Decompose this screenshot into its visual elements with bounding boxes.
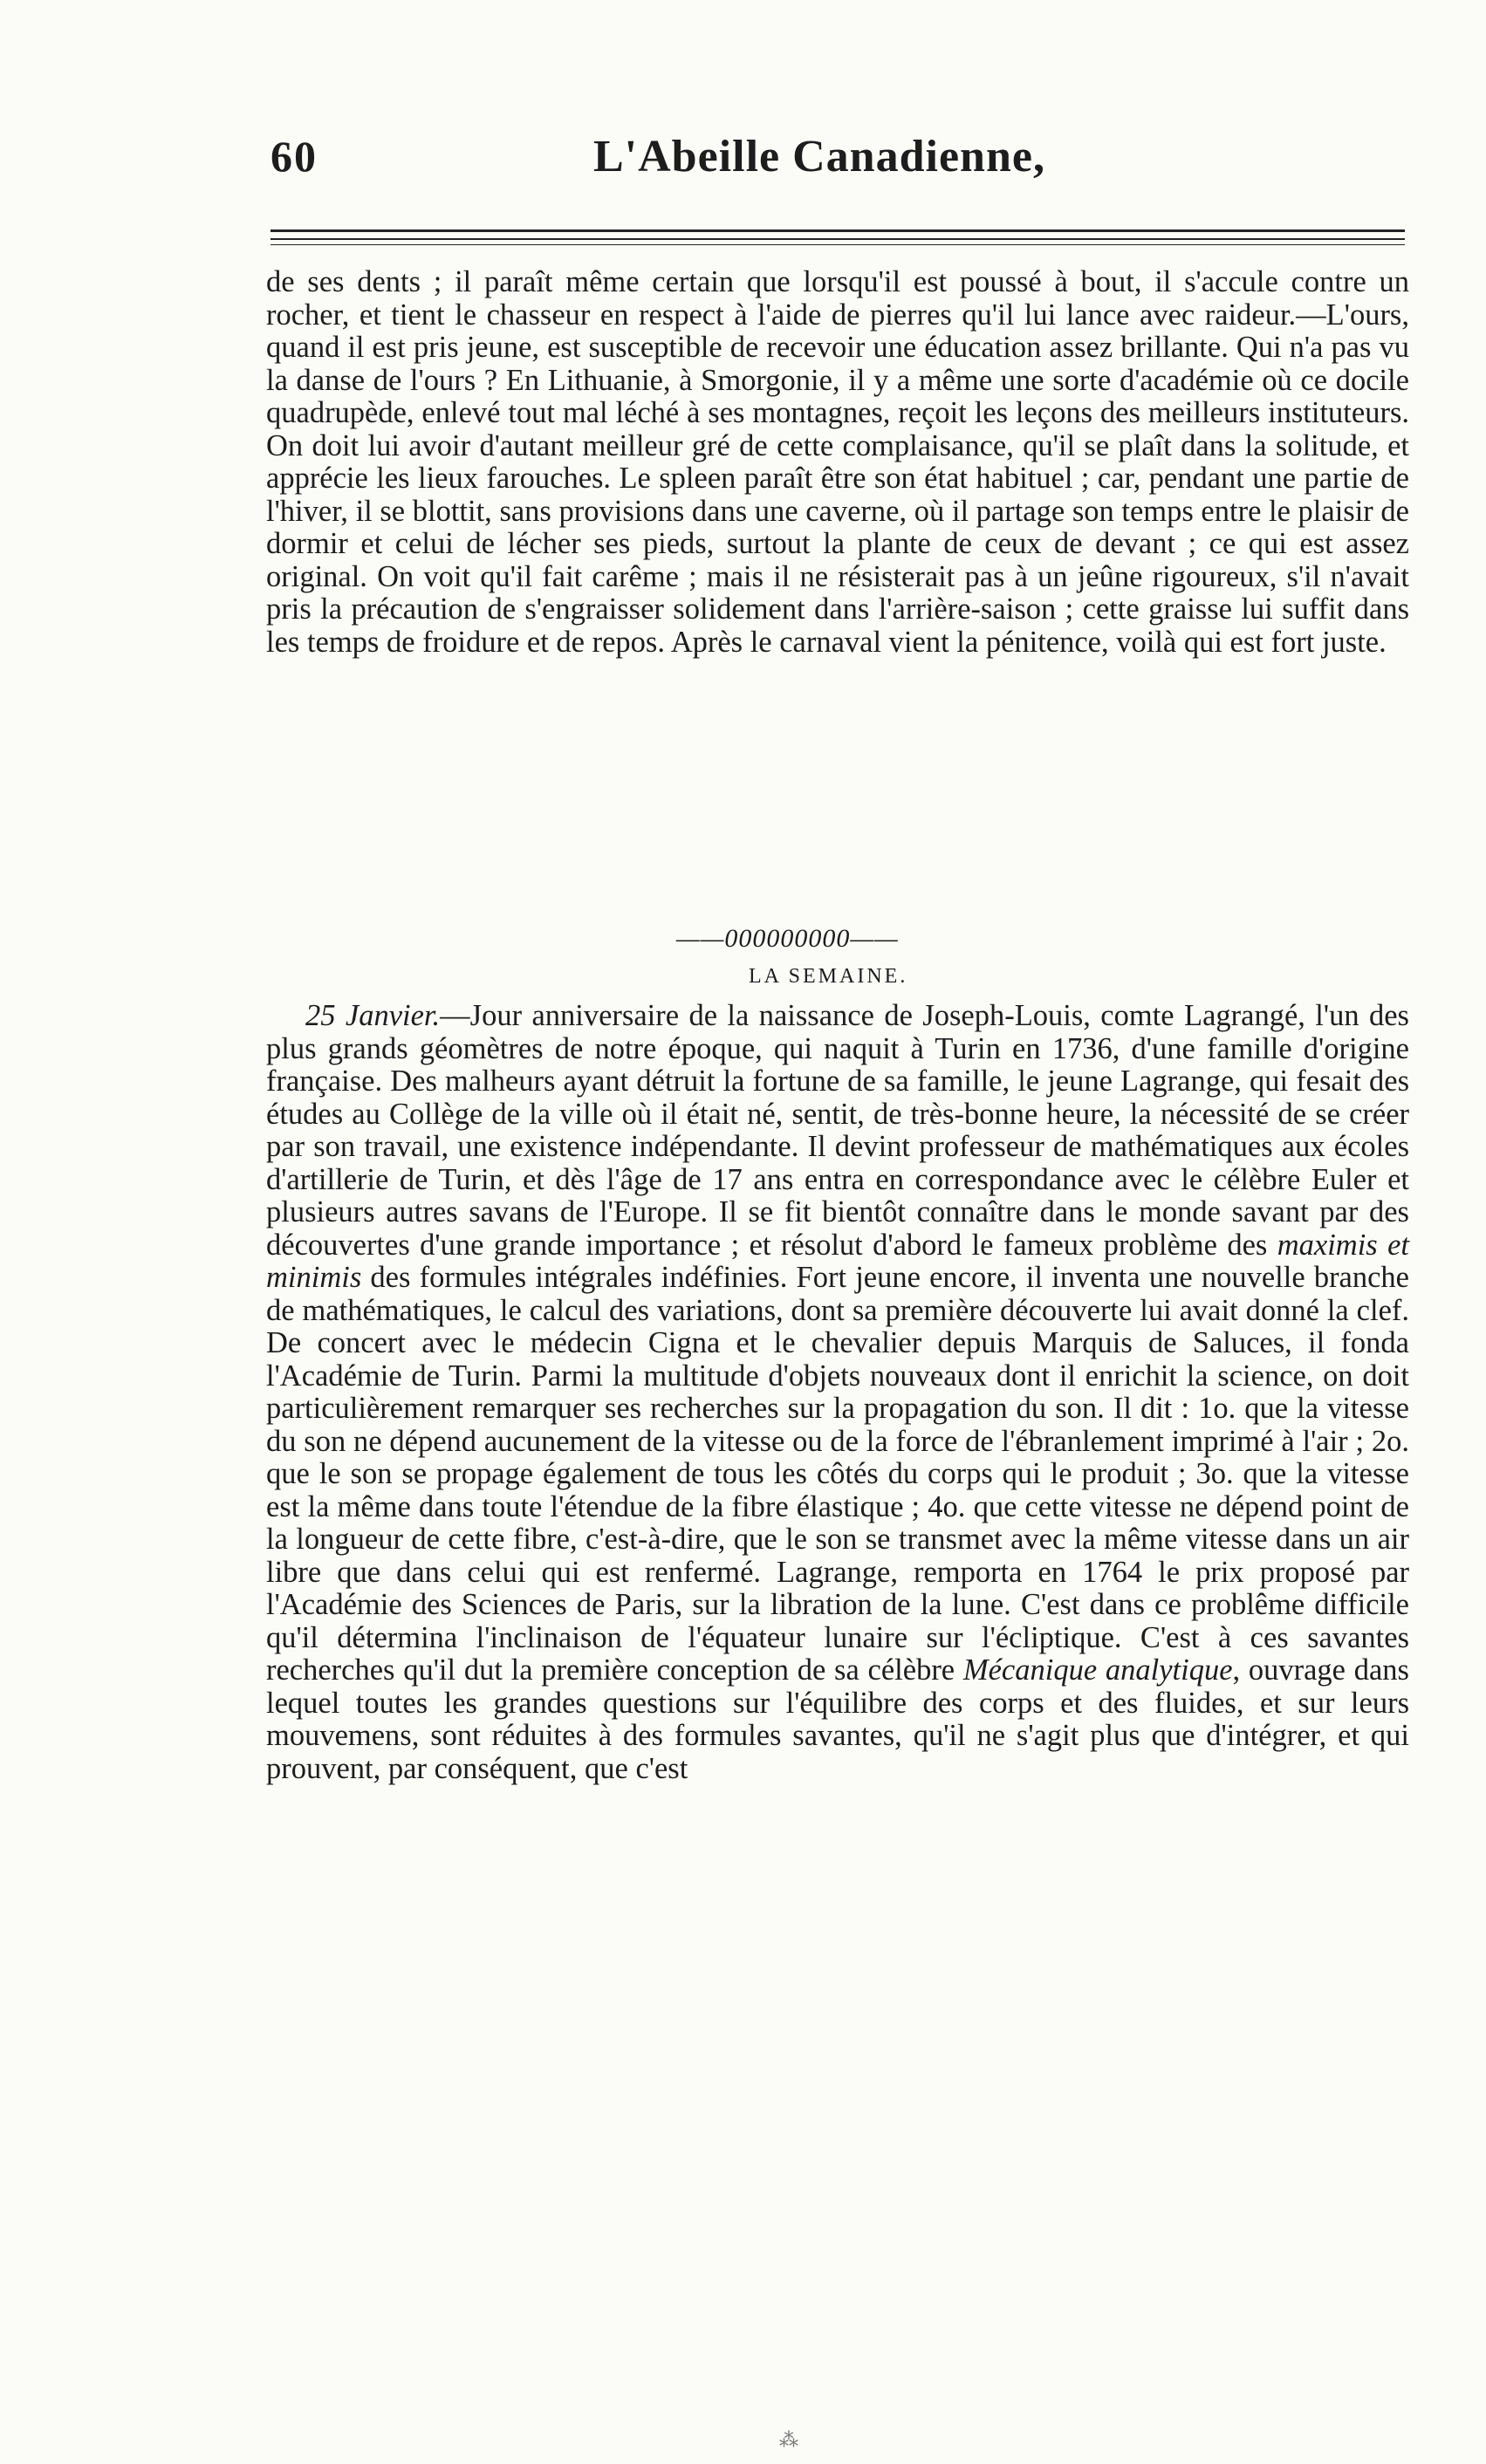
print-speck: ⁂ — [779, 2430, 798, 2452]
journal-title: L'Abeille Canadienne, — [593, 132, 1045, 181]
section-separator: ——000000000—— — [676, 924, 899, 953]
section-title: LA SEMAINE. — [749, 965, 908, 988]
page-header — [262, 131, 1422, 192]
date-lead: 25 Janvier. — [305, 999, 441, 1032]
article-continuation-paragraph — [266, 266, 1409, 659]
emphasis-mecanique-analytique: Mécanique analytique — [962, 1653, 1233, 1687]
header-rule-medium — [270, 238, 1405, 240]
emphasis-maximis-minimis: maximis et minimis — [266, 1228, 1409, 1294]
section-paragraph — [266, 1000, 1409, 1785]
section-text-part2: des formules intégrales indéfinies. Fort jeune encore, il inventa une nouvelle branche de mathématiques, le calcul des variations, dont sa première découverte lui avait donné la clef. De concert avec le médecin Cigna et le chevalier depuis Marquis de Saluces, il fonda l'Académie de Turin. Parmi la multitude d'objets nouveaux dont il enrichit la science, on doit particulièrement remarquer ses recherches sur la propagation du son. Il dit : 1o. que la vitesse du son ne dépend aucunement de la vitesse ou de la force de l'ébranlement imprimé à l'air ; 2o. que le son se propage également de tous les côtés du corps qui le produit ; 3o. que la vitesse est la même dans toute l'étendue de la fibre élastique ; 4o. que cette vitesse ne dépend point de la longueur de cette fibre, c'est-à-dire, que le son se transmet avec la même vitesse dans un air libre que dans celui qui est renfermé. Lagrange, remporta en 1764 le prix proposé par l'Académie des Sciences de Paris, sur la libration de la lune. C'est dans ce problême difficile qu'il détermina l'inclinaison de l'équateur lunaire sur l'écliptique. C'est à ces savantes recherches qu'il dut la première conception de sa célèbre — [266, 1261, 1409, 1687]
header-rule-thin — [270, 244, 1405, 245]
section-text-part3: , ouvrage dans lequel toutes les grandes questions sur l'équilibre des corps et des fluides, et sur leurs mouvemens, sont réduites à des formules savantes, qu'il ne s'agit plus que d'intégrer, et qui prouvent, par conséquent, que c'est — [266, 1653, 1409, 1785]
header-rule-thick — [270, 229, 1405, 232]
page-number: 60 — [270, 132, 318, 181]
section-text-part1: —Jour anniversaire de la naissance de Joseph-Louis, comte Lagrangé, l'un des plus grands géomètres de notre époque, qui naquit à Turin en 1736, d'une famille d'origine française. Des malheurs ayant détruit la fortune de sa famille, le jeune Lagrange, qui fesait des études au Collège de la ville où il était né, sentit, de très-bonne heure, la nécessité de se créer par son travail, une existence indépendante. Il devint professeur de mathématiques aux écoles d'artillerie de Turin, et dès l'âge de 17 ans entra en correspondance avec le célèbre Euler et plusieurs autres savans de l'Europe. Il se fit bientôt connaître dans le monde savant par des découvertes d'une grande importance ; et résolut d'abord le fameux problème des — [266, 999, 1409, 1262]
article-continuation-text: de ses dents ; il paraît même certain que lorsqu'il est poussé à bout, il s'accule contre un rocher, et tient le chasseur en respect à l'aide de pierres qu'il lui lance avec raideur.—L'ours, quand il est pris jeune, est susceptible de recevoir une éducation assez brillante. Qui n'a pas vu la danse de l'ours ? En Lithuanie, à Smorgonie, il y a même une sorte d'académie où ce docile quadrupède, enlevé tout mal léché à ses montagnes, reçoit les leçons des meilleurs instituteurs. On doit lui avoir d'autant meilleur gré de cette complaisance, qu'il se plaît dans la solitude, et apprécie les lieux farouches. Le spleen paraît être son état habituel ; car, pendant une partie de l'hiver, il se blottit, sans provisions dans une caverne, où il partage son temps entre le plaisir de dormir et celui de lécher ses pieds, surtout la plante de ceux de devant ; ce qui est assez original. On voit qu'il fait carême ; mais il ne résisterait pas à un jeûne rigoureux, s'il n'avait pris la précaution de s'engraisser solidement dans l'arrière-saison ; cette graisse lui suffit dans les temps de froidure et de repos. Après le carnaval vient la pénitence, voilà qui est fort juste. — [266, 265, 1409, 659]
